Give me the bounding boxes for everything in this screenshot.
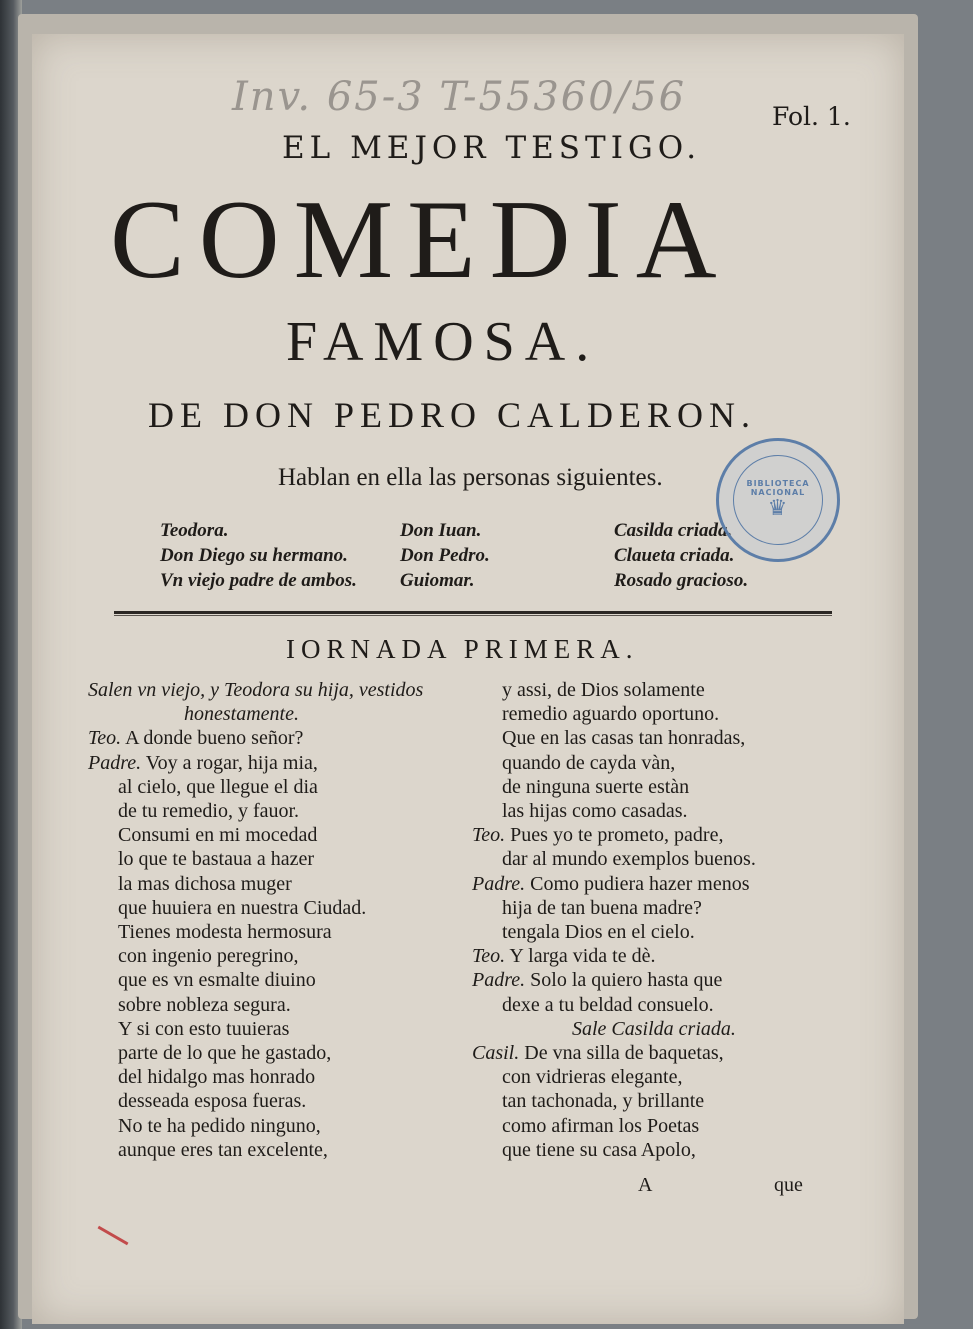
line-text: remedio aguardo oportuno.: [502, 703, 720, 726]
text-line: [472, 944, 756, 968]
text-line: [88, 1017, 423, 1041]
cast-member: Teodora.: [160, 520, 229, 541]
text-column-left: [88, 678, 423, 1162]
line-text: aunque eres tan excelente,: [118, 1138, 328, 1161]
line-text: y assi, de Dios solamente: [502, 679, 705, 701]
text-line: [88, 775, 423, 799]
line-text: quando de cayda vàn,: [502, 751, 676, 774]
line-text: Solo la quiero hasta que: [525, 969, 723, 992]
text-line: [88, 799, 423, 823]
manuscript-shelfmark: Inv. 65-3 T-55360/56: [232, 74, 687, 120]
line-text: que tiene su casa Apolo,: [502, 1138, 696, 1161]
stamp-text: BIBLIOTECA NACIONAL: [746, 479, 810, 497]
line-text: Y larga vida te dè.: [505, 945, 656, 968]
line-text: A donde bueno señor?: [121, 727, 304, 750]
line-text: dessеada esposa fueras.: [118, 1090, 307, 1113]
cast-member: Rosado gracioso.: [614, 570, 749, 591]
title-comedia: COMEDIA: [110, 178, 731, 302]
line-text: con vidrieras elegante,: [502, 1066, 683, 1089]
speaker-label: Casil.: [472, 1042, 520, 1065]
cast-member: Guiomar.: [400, 570, 475, 591]
text-line: [88, 726, 423, 750]
text-line: [88, 1065, 423, 1089]
line-text: de ninguna suerte estàn: [502, 775, 690, 798]
author-line: DE DON PEDRO CALDERON.: [148, 395, 756, 435]
folio-number: Fol. 1.: [772, 102, 851, 131]
line-text: lo que te bastaua a hazer: [118, 848, 315, 871]
line-text: con ingenio peregrino,: [118, 945, 299, 968]
text-line: [472, 968, 756, 992]
line-text: las hijas como casadas.: [502, 800, 688, 823]
cast-column-2: [400, 518, 490, 593]
line-text: Como pudiera hazer menos: [525, 872, 750, 895]
text-line: [472, 726, 756, 750]
text-line: [88, 823, 423, 847]
speaker-label: Teo.: [472, 945, 506, 968]
divider-rule-thin: [114, 615, 832, 616]
line-text: Pues yo te prometo, padre,: [505, 824, 724, 847]
cast-member: Don Diego su hermano.: [160, 545, 348, 566]
text-line: [472, 847, 756, 871]
cast-member: Don Iuan.: [400, 520, 482, 541]
line-text: como afirman los Poetas: [502, 1114, 700, 1137]
text-line: [472, 823, 756, 847]
text-line: [88, 702, 423, 726]
line-text: Voy a rogar, hija mia,: [141, 751, 318, 774]
play-title: EL MEJOR TESTIGO.: [282, 130, 702, 166]
text-line: [472, 1041, 756, 1065]
line-text: dexe a tu beldad consuelo.: [502, 993, 714, 1016]
divider-rule: [114, 611, 832, 614]
line-text: la mas dichosa muger: [118, 872, 292, 895]
line-text: Que en las casas tan honradas,: [502, 727, 746, 750]
text-line: [472, 751, 756, 775]
line-text: No te ha pedido ninguno,: [118, 1114, 321, 1137]
line-text: dar al mundo exemplos buenos.: [502, 848, 756, 871]
text-line: [88, 944, 423, 968]
library-stamp: [716, 438, 840, 562]
book-page: [32, 34, 904, 1324]
text-line: [472, 920, 756, 944]
line-text: Consumi en mi mocedad: [118, 824, 318, 847]
signature-mark: A: [638, 1174, 653, 1196]
red-pencil-mark: [98, 1226, 129, 1246]
text-line: [88, 993, 423, 1017]
line-text: De vna silla de baquetas,: [519, 1042, 724, 1065]
cast-member: Claueta criada.: [614, 545, 735, 566]
text-line: [88, 847, 423, 871]
line-text: hija de tan buena madre?: [502, 896, 702, 919]
crown-icon: ♛: [767, 496, 789, 521]
text-column-right: [472, 678, 756, 1162]
speaker-label: Padre.: [472, 872, 526, 895]
text-line: [88, 920, 423, 944]
catchword: que: [774, 1174, 803, 1196]
cast-member: Vn viejo padre de ambos.: [160, 570, 357, 591]
speaker-label: Padre.: [472, 969, 526, 992]
title-famosa: FAMOSA.: [286, 311, 600, 373]
line-text: tengala Dios en el cielo.: [502, 921, 695, 944]
dramatis-personae-heading: Hablan en ella las personas siguientes.: [278, 464, 663, 491]
line-text: al cielo, que llegue el dia: [118, 775, 318, 798]
line-text: que huuiera en nuestra Ciudad.: [118, 896, 367, 919]
text-line: [472, 678, 756, 702]
text-line: [88, 896, 423, 920]
line-text: Sale Casilda criada.: [572, 1017, 736, 1040]
text-line: [88, 1041, 423, 1065]
text-line: [472, 1089, 756, 1113]
stamp-inner: [733, 455, 823, 545]
text-line: [88, 678, 423, 702]
text-line: [88, 1114, 423, 1138]
speaker-label: Teo.: [88, 727, 122, 750]
text-line: [472, 1065, 756, 1089]
line-text: tan tachonada, y brillante: [502, 1090, 705, 1113]
line-text: del hidalgo mas honrado: [118, 1066, 316, 1089]
text-line: [472, 702, 756, 726]
text-line: [472, 1114, 756, 1138]
text-line: [88, 1138, 423, 1162]
line-text: sobre nobleza segura.: [118, 993, 291, 1016]
speaker-label: Padre.: [88, 751, 142, 774]
line-text: Salen vn viejo, y Teodora su hija, vestidos: [88, 679, 424, 701]
text-line: [472, 799, 756, 823]
text-line: [472, 775, 756, 799]
cast-member: Don Pedro.: [400, 545, 490, 566]
cast-member: Casilda criada.: [614, 520, 733, 541]
text-line: [472, 1138, 756, 1162]
text-line: [472, 1017, 756, 1041]
line-text: parte de lo que he gastado,: [118, 1042, 332, 1065]
speaker-label: Teo.: [472, 824, 506, 847]
act-heading: IORNADA PRIMERA.: [286, 634, 639, 664]
text-line: [472, 993, 756, 1017]
text-line: [472, 872, 756, 896]
text-line: [472, 896, 756, 920]
line-text: honestamente.: [184, 703, 299, 726]
line-text: de tu remedio, y fauor.: [118, 800, 300, 823]
text-line: [88, 751, 423, 775]
text-line: [88, 968, 423, 992]
line-text: Y si con esto tuuieras: [118, 1017, 290, 1040]
text-line: [88, 872, 423, 896]
cast-column-1: [160, 518, 357, 593]
line-text: Tienes modesta hermosura: [118, 921, 332, 944]
text-line: [88, 1089, 423, 1113]
line-text: que es vn esmalte diuino: [118, 969, 316, 992]
